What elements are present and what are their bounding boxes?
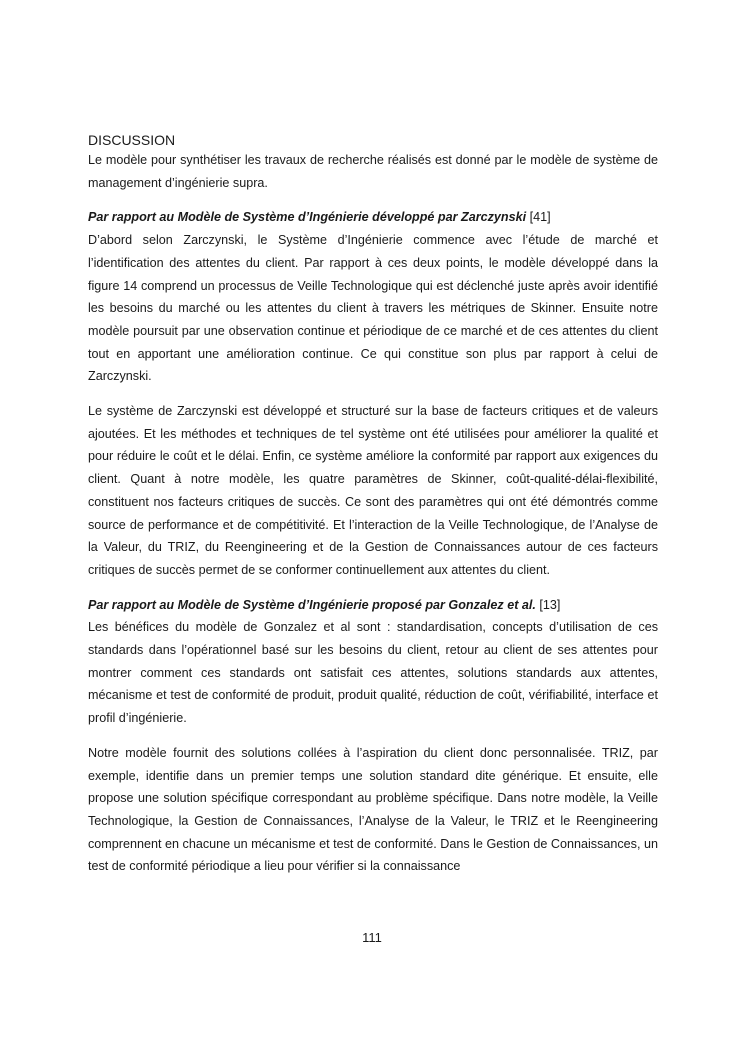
subsection-title-zarczynski (88, 206, 658, 229)
intro-paragraph: Le modèle pour synthétiser les travaux de recherche réalisés est donné par le modèle de système de management d’ingénierie supra. (88, 153, 658, 190)
citation-ref: [41] (529, 210, 551, 225)
paragraph: D’abord selon Zarczynski, le Système d’Ingénierie commence avec l’étude de marché et l’identification des attentes du client. Par rapport à ces deux points, le modèle développé dans la figure 14 comprend un processus de Veille Technologique qui est déclenché juste après avoir identifié les besoins du marché ou les attentes du client à travers les métriques de Skinner. Ensuite notre modèle poursuit par une observation continue et périodique de ce marché et de ces attentes du client tout en apportant une amélioration continue. Ce qui constitue son plus par rapport à celui de Zarczynski. (88, 233, 658, 384)
paragraph: Notre modèle fournit des solutions collées à l’aspiration du client donc personnalisée. TRIZ, par exemple, identifie dans un premier temps une solution standard dite générique. Et ensuite, elle propose une solution spécifique correspondant au problème spécifique. Dans notre modèle, la Veille Technologique, la Gestion de Connaissances, l’Analyse de la Valeur, le TRIZ et le Reengineering comprennent en chacune un mécanisme et test de conformité. Dans le Gestion de Connaissances, un test de conformité périodique a lieu pour vérifier si la connaissance (88, 745, 658, 874)
document-page (88, 131, 658, 878)
page-number: 111 (362, 930, 382, 945)
paragraph: Les bénéfices du modèle de Gonzalez et al sont : standardisation, concepts d’utilisation de ces standards dans l’opérationnel basé sur les besoins du client, retour au client de ses attentes pour montrer comment ces standards ont satisfait ces attentes, solutions standards aux attentes, mécanisme et test de conformité de produit, produit qualité, réduction de coût, vérifiabilité, interface et profil d’ingénierie. (88, 620, 658, 726)
subsection-title-text: Par rapport au Modèle de Système d’Ingénierie proposé par Gonzalez et al. (88, 597, 536, 612)
section-heading: DISCUSSION (88, 132, 176, 148)
citation-ref: [13] (539, 597, 561, 612)
paragraph: Le système de Zarczynski est développé et structuré sur la base de facteurs critiques et de valeurs ajoutées. Et les méthodes et techniques de tel système ont été utilisées pour améliorer la qualité et pour réduire le coût et le délai. Enfin, ce système améliore la conformité par rapport aux exigences du client. Quant à notre modèle, les quatre paramètres de Skinner, coût-qualité-délai-flexibilité, constituent nos facteurs critiques de succès. Ce sont des paramètres qui ont été démontrés comme source de performance et de compétitivité. Et l’interaction de la Veille Technologique, de l’Analyse de la Valeur, du TRIZ, du Reengineering et de la Gestion de Connaissances autour de ces facteurs critiques de succès permet de se conformer continuellement aux attentes du client. (88, 404, 658, 577)
subsection-title-gonzalez (88, 594, 658, 617)
subsection-title-text: Par rapport au Modèle de Système d’Ingénierie développé par Zarczynski (88, 210, 527, 225)
